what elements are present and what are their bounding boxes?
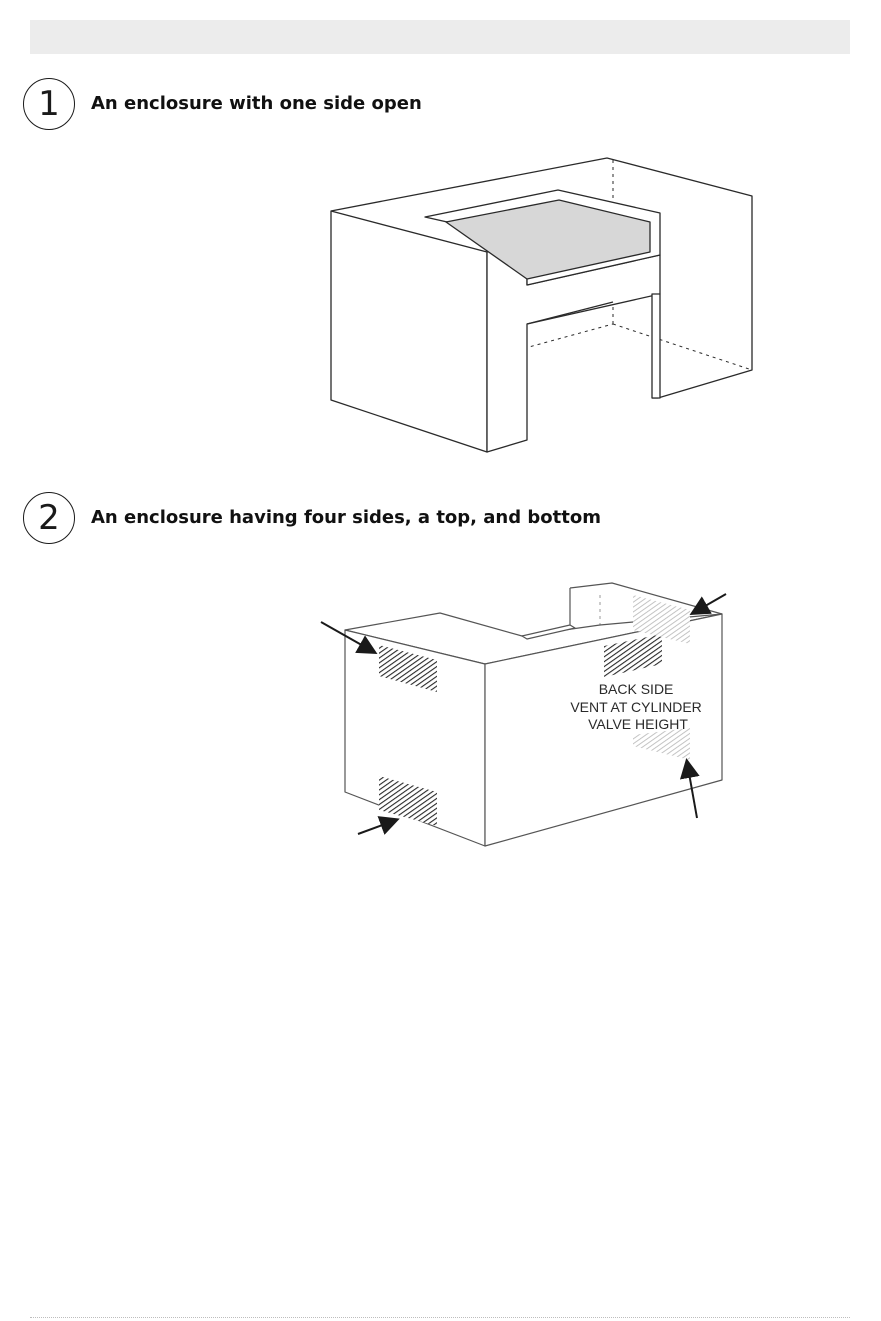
callout-line-2: VENT AT CYLINDER bbox=[570, 699, 702, 715]
step-number-1: 1 bbox=[23, 78, 75, 130]
step-number-2: 2 bbox=[23, 492, 75, 544]
page-bottom-rule bbox=[30, 1317, 850, 1318]
section-title-2: An enclosure having four sides, a top, and bottom bbox=[91, 507, 601, 528]
section-title-1: An enclosure with one side open bbox=[91, 93, 422, 114]
callout-line-3: VALVE HEIGHT bbox=[588, 716, 688, 732]
callout-line-1: BACK SIDE bbox=[598, 681, 674, 697]
